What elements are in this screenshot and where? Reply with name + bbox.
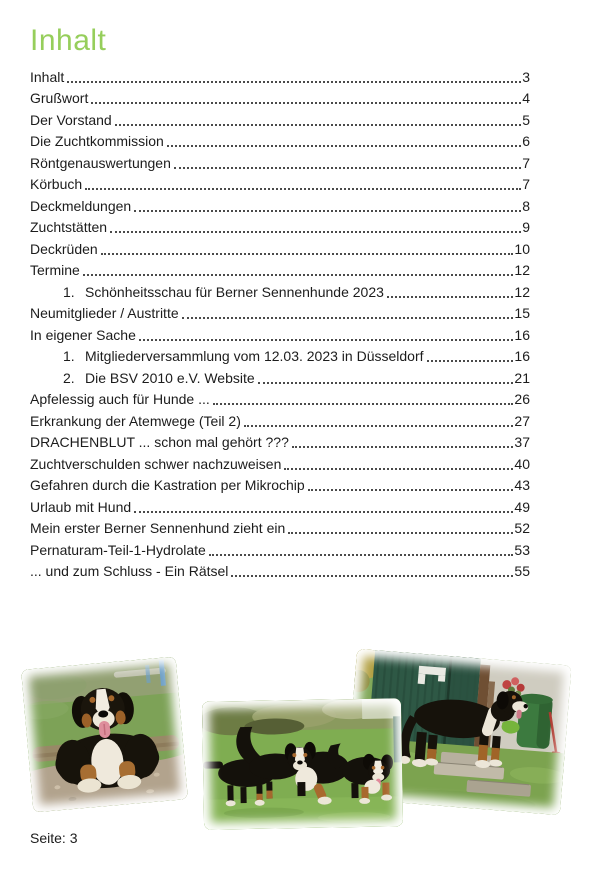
toc-entry-label: Urlaub mit Hund: [30, 498, 132, 515]
toc-leader-dots: [258, 382, 514, 384]
toc-page-number: 37: [514, 434, 530, 450]
toc-list: [30, 65, 530, 581]
toc-leader-dots: [231, 575, 513, 577]
toc-page-number: 4: [522, 90, 530, 106]
toc-entry-number: 2.: [63, 369, 75, 386]
toc-leader-dots: [308, 489, 514, 491]
toc-page-number: 8: [522, 197, 530, 214]
toc-leader-dots: [134, 210, 521, 212]
toc-leader-dots: [292, 446, 514, 448]
toc-page-number: 26: [514, 391, 530, 407]
toc-entry[interactable]: [30, 517, 530, 539]
toc-entry-label: Pernaturam-Teil-1-Hydrolate: [30, 541, 206, 558]
toc-entry[interactable]: [30, 323, 530, 345]
toc-leader-dots: [139, 339, 514, 341]
toc-page-number: 3: [522, 68, 530, 85]
toc-leader-dots: [167, 145, 521, 147]
toc-entry-number: 1.: [63, 348, 75, 364]
toc-leader-dots: [91, 102, 521, 104]
toc-page-number: 27: [514, 412, 530, 429]
document-page: [0, 25, 600, 874]
toc-entry[interactable]: [30, 388, 530, 410]
toc-leader-dots: [101, 253, 514, 255]
toc-entry[interactable]: [30, 495, 530, 517]
toc-leader-dots: [209, 554, 514, 556]
toc-entry[interactable]: [30, 280, 530, 302]
toc-entry-label: Der Vorstand: [30, 111, 112, 128]
toc-entry-label: Inhalt: [30, 68, 65, 85]
toc-page-number: 12: [514, 262, 530, 278]
page-footer: Seite: 3: [30, 830, 78, 846]
toc-page-number: 52: [514, 520, 530, 536]
toc-leader-dots: [288, 532, 513, 534]
page-title: Inhalt: [30, 24, 107, 57]
toc-entry-label: Körbuch: [30, 176, 83, 192]
toc-entry[interactable]: [30, 237, 530, 259]
toc-entry[interactable]: [30, 216, 530, 238]
toc-leader-dots: [134, 511, 513, 513]
toc-leader-dots: [387, 296, 514, 298]
toc-page-number: 43: [514, 477, 530, 493]
toc-entry-label: Apfelessig auch für Hunde ...: [30, 391, 210, 407]
toc-entry-label: Schönheitsschau für Berner Sennenhunde 2023: [85, 283, 384, 300]
toc-entry-label: Deckmeldungen: [30, 197, 132, 214]
toc-entry-label: Die Zuchtkommission: [30, 133, 164, 149]
bernese-playing-illustration: [202, 698, 403, 829]
toc-page-number: 53: [514, 541, 530, 558]
toc-leader-dots: [67, 81, 521, 83]
toc-entry[interactable]: [30, 87, 530, 109]
toc-entry[interactable]: [30, 366, 530, 388]
toc-page-number: 40: [514, 455, 530, 472]
toc-page-number: 5: [522, 111, 530, 128]
toc-entry-label: Röntgenauswertungen: [30, 154, 171, 171]
toc-entry[interactable]: [30, 345, 530, 367]
toc-page-number: 6: [522, 133, 530, 149]
toc-leader-dots: [110, 231, 521, 233]
toc-page-number: 12: [514, 283, 530, 300]
toc-leader-dots: [174, 167, 521, 169]
toc-entry-number: 1.: [63, 283, 75, 300]
toc-entry-label: Die BSV 2010 e.V. Website: [85, 369, 255, 386]
photo-bernese-lying: [21, 657, 188, 813]
toc-page-number: 16: [514, 348, 530, 364]
toc-leader-dots: [85, 188, 521, 190]
toc-entry-label: Termine: [30, 262, 80, 278]
toc-entry[interactable]: [30, 151, 530, 173]
toc-entry[interactable]: [30, 194, 530, 216]
toc-page-number: 16: [514, 326, 530, 343]
toc-entry-label: Deckrüden: [30, 240, 98, 257]
toc-entry[interactable]: [30, 65, 530, 87]
toc-entry[interactable]: [30, 538, 530, 560]
toc-entry-label: ... und zum Schluss - Ein Rätsel: [30, 563, 229, 579]
toc-leader-dots: [213, 403, 514, 405]
toc-leader-dots: [83, 274, 514, 276]
toc-entry-label: Zuchtverschulden schwer nachzuweisen: [30, 455, 282, 472]
toc-entry-label: Mein erster Berner Sennenhund zieht ein: [30, 520, 286, 536]
toc-entry[interactable]: [30, 259, 530, 281]
toc-entry-label: Grußwort: [30, 90, 89, 106]
toc-page-number: 49: [514, 498, 530, 515]
toc-page-number: 15: [514, 305, 530, 321]
toc-entry-label: Gefahren durch die Kastration per Mikrochip: [30, 477, 305, 493]
toc-entry[interactable]: [30, 130, 530, 152]
toc-entry[interactable]: [30, 108, 530, 130]
toc-entry[interactable]: [30, 302, 530, 324]
toc-leader-dots: [427, 360, 514, 362]
photo-bernese-playing: [202, 698, 403, 829]
toc-leader-dots: [182, 317, 514, 319]
toc-page-number: 9: [522, 219, 530, 235]
toc-entry-label: In eigener Sache: [30, 326, 136, 343]
toc-entry[interactable]: [30, 560, 530, 582]
photo-collage: [0, 643, 600, 848]
toc-entry-label: Neumitglieder / Austritte: [30, 305, 179, 321]
toc-entry-label: Zuchtstätten: [30, 219, 108, 235]
toc-page-number: 10: [514, 240, 530, 257]
toc-entry[interactable]: [30, 452, 530, 474]
toc-page-number: 7: [522, 176, 530, 192]
toc-entry[interactable]: [30, 409, 530, 431]
toc-leader-dots: [244, 425, 514, 427]
toc-entry-label: DRACHENBLUT ... schon mal gehört ???: [30, 434, 289, 450]
toc-leader-dots: [284, 468, 513, 470]
toc-entry[interactable]: [30, 173, 530, 195]
toc-entry-label: Mitgliederversammlung vom 12.03. 2023 in Düsseldorf: [85, 348, 424, 364]
toc-leader-dots: [115, 124, 521, 126]
toc-entry-label: Erkrankung der Atemwege (Teil 2): [30, 412, 241, 429]
toc-entry[interactable]: [30, 474, 530, 496]
toc-entry[interactable]: [30, 431, 530, 453]
toc-page-number: 55: [514, 563, 530, 579]
bernese-lying-illustration: [21, 657, 188, 813]
toc-page-number: 21: [514, 369, 530, 386]
toc-page-number: 7: [522, 154, 530, 171]
